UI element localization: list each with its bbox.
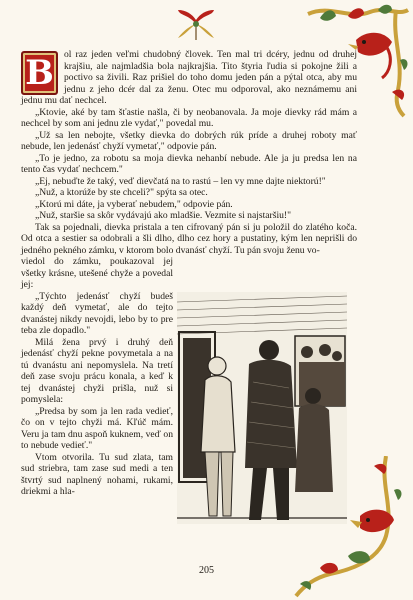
page-number: 205 (199, 565, 214, 576)
floral-ornament-icon (174, 6, 218, 42)
paragraph: „Týchto jedenásť chyží budeš každý deň vymetať, ale do tejto dvanástej nikdy nevojdi, lebo by to pre teba zle dopadlo." (21, 290, 173, 336)
paragraph: Tak sa pojednali, dievka pristala a ten cifrovaný pán si ju položil do zlatého koča. Od otca a sestier sa odobrali a šli dlho, dlho cez hory a pustatiny, kým len neprišli do jedného pekného zámku, v ktorom bolo dvanásť chyží. Tu pán svoju ženu vo- (21, 221, 357, 256)
dragon-vine-ornament-icon (290, 456, 413, 600)
paragraph: ol raz jeden veľmi chudobný človek. Ten mal tri dcéry, jednu od druhej krajšiu, ale najmladšia bola najkrajšia. Tito štyria ľudia si pokojne žili a poctivo sa živili. Raz prišiel do toho domu jeden pán a pýtal otca, aby mu jednu z jeho dcér dal za ženu. Otec mu odporoval, ako neznámemu ani jednu mu dať nechcel. (21, 49, 357, 106)
paragraph: „To je jedno, za robotu sa moja dievka nehanbí nebude. Ale ja ju predsa len na tento čas vydať nechcem." (21, 152, 357, 175)
paragraph: „Ktorú mi dáte, ja vyberať nebudem," odpovie pán. (35, 198, 233, 210)
paragraph: „Ej, nebuďte že taký, veď dievčatá na to rastú – len vy mne dajte niektorú!" (35, 175, 326, 187)
paragraph: „Už sa len nebojte, všetky dievka do dobrých rúk príde a druhej roboty mať nebude, len jedenásť chyží vymetať," odpovie pán. (21, 129, 357, 152)
paragraph: „Nuž, staršie sa skôr vydávajú ako mladšie. Vezmite si najstaršiu!" (35, 210, 292, 221)
paragraph: „Ktovie, aké by tam šťastie našla, či by neobanovala. Ja moje dievky rád mám a nechcel by som ani jednu zle vydať," povedal mu. (21, 106, 357, 129)
paragraph: viedol do zámku, poukazoval jej všetky krásne, utešené chyže a povedal jej: (21, 256, 173, 290)
paragraph: Milá žena prvý i druhý deň jedenásť chyží pekne povymetala a na tú dvanástu ani nepomyslela. Na tretí deň zase svoju prácu konala, a keď k tej dvanástej chyži prišla, nuž si pomyslela: (21, 336, 173, 405)
narrow-column (21, 256, 173, 498)
drop-cap: B (21, 51, 58, 95)
paragraph: Vtom otvorila. Tu sud zlata, tam sud striebra, tam zase sud medi a ten štvrtý sud naplnený nohami, rukami, driekmi a hla- (21, 451, 173, 497)
paragraph: „Predsa by som ja len rada vedieť, čo on v tejto chyži má. Kľúč mám. Veru ja tam dnu aspoň kuknem, veď on to nebude vedieť." (21, 405, 173, 451)
paragraph: „Nuž, a ktorúže by ste chceli?" spýta sa otec. (35, 187, 208, 198)
